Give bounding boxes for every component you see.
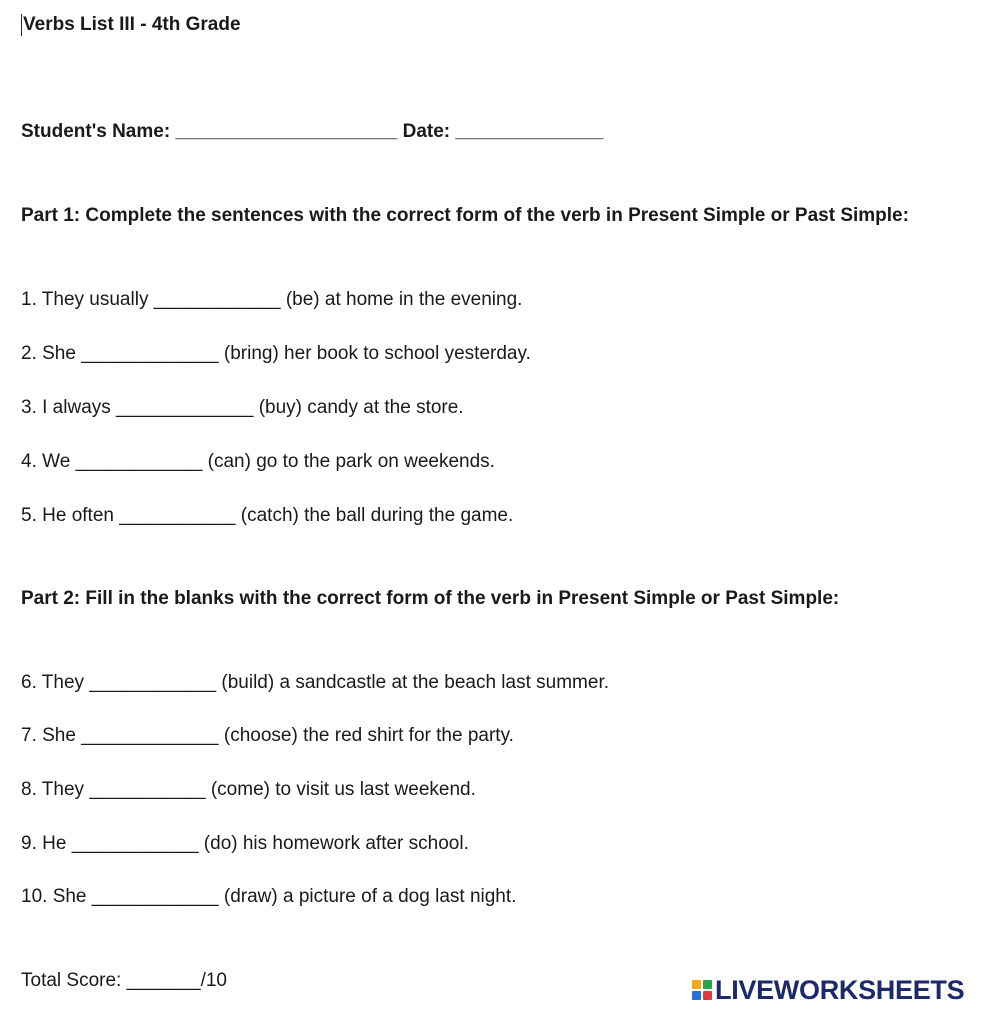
question-prefix: 1. They usually: [21, 289, 149, 310]
question-rest: (come) to visit us last weekend.: [210, 779, 476, 800]
question-prefix: 4. We: [21, 451, 71, 472]
logo-square-icon: [703, 991, 712, 1000]
answer-blank-9[interactable]: ____________: [71, 833, 199, 854]
total-score-out-of: /10: [200, 970, 227, 991]
question-prefix: 7. She: [21, 725, 76, 746]
answer-blank-3[interactable]: _____________: [116, 397, 254, 418]
liveworksheets-logo-text: LIVEWORKSHEETS: [715, 975, 965, 1005]
total-score-blank[interactable]: _______: [126, 970, 201, 991]
part1-heading: Part 1: Complete the sentences with the correct form of the verb in Present Simple or Past Simple:: [21, 205, 909, 226]
question-rest: (can) go to the park on weekends.: [207, 451, 495, 472]
liveworksheets-logo: [692, 975, 964, 1005]
question-prefix: 10. She: [21, 886, 87, 907]
question-prefix: 9. He: [21, 833, 67, 854]
part2-heading: Part 2: Fill in the blanks with the correct form of the verb in Present Simple or Past Simple:: [21, 588, 840, 609]
date-label: Date:: [402, 121, 451, 142]
question-rest: (bring) her book to school yesterday.: [223, 343, 531, 364]
answer-blank-2[interactable]: _____________: [81, 343, 219, 364]
question-rest: (build) a sandcastle at the beach last summer.: [221, 672, 609, 693]
question-rest: (choose) the red shirt for the party.: [223, 725, 514, 746]
question-prefix: 8. They: [21, 779, 85, 800]
answer-blank-7[interactable]: _____________: [81, 725, 219, 746]
question-prefix: 2. She: [21, 343, 76, 364]
question-rest: (be) at home in the evening.: [285, 289, 523, 310]
date-blank[interactable]: ______________: [455, 121, 604, 142]
answer-blank-4[interactable]: ____________: [75, 451, 203, 472]
question-prefix: 3. I always: [21, 397, 111, 418]
question-prefix: 6. They: [21, 672, 85, 693]
question-7: [21, 725, 514, 747]
question-6: [21, 672, 609, 694]
logo-square-icon: [692, 980, 701, 989]
liveworksheets-logo-icon: [692, 980, 712, 1000]
question-3: [21, 397, 464, 419]
logo-square-icon: [692, 991, 701, 1000]
answer-blank-10[interactable]: ____________: [91, 886, 219, 907]
question-rest: (catch) the ball during the game.: [240, 505, 514, 526]
question-2: [21, 343, 531, 365]
question-9: [21, 833, 469, 855]
total-score-row: [21, 970, 227, 992]
question-10: [21, 886, 516, 908]
question-rest: (do) his homework after school.: [203, 833, 469, 854]
student-info-row: [21, 121, 603, 143]
question-1: [21, 289, 522, 311]
question-rest: (buy) candy at the store.: [258, 397, 464, 418]
question-8: [21, 779, 476, 801]
answer-blank-8[interactable]: ___________: [89, 779, 206, 800]
worksheet-title: Verbs List III - 4th Grade: [23, 14, 241, 35]
logo-square-icon: [703, 980, 712, 989]
answer-blank-6[interactable]: ____________: [89, 672, 217, 693]
question-rest: (draw) a picture of a dog last night.: [223, 886, 517, 907]
answer-blank-5[interactable]: ___________: [119, 505, 236, 526]
student-name-blank[interactable]: _____________________: [175, 121, 398, 142]
student-name-label: Student's Name:: [21, 121, 171, 142]
total-score-label: Total Score:: [21, 970, 122, 991]
answer-blank-1[interactable]: ____________: [153, 289, 281, 310]
question-prefix: 5. He often: [21, 505, 114, 526]
question-5: [21, 505, 513, 527]
question-4: [21, 451, 495, 473]
